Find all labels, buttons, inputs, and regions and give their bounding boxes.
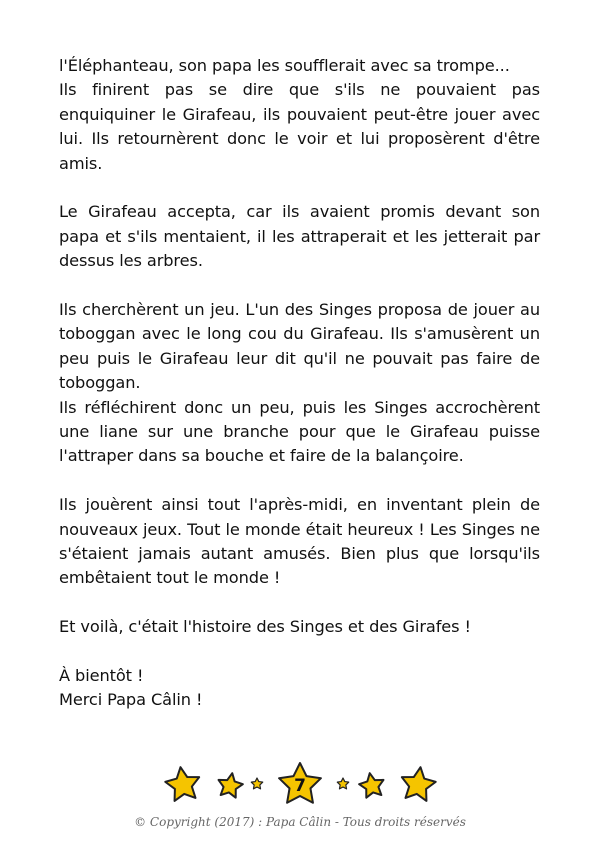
story-line: À bientôt ! (59, 666, 144, 686)
story-line: Ils finirent pas se dire que s'ils ne pouvaient pas enquiquiner le Girafeau, ils pouvaient peut-être jouer avec lui. Ils retournèrent donc le voir et lui proposèrent d'être amis. (59, 80, 540, 173)
copyright: © Copyright (2017) : Papa Câlin - Tous droits réservés (134, 815, 466, 829)
paragraph-6 (59, 664, 540, 713)
paragraph-4: Ils jouèrent ainsi tout l'après-midi, en inventant plein de nouveaux jeux. Tout le monde était heureux ! Les Singes ne s'étaient jamais autant amusés. Bien plus que lorsqu'ils embêtaient tout le monde ! (59, 495, 540, 588)
paragraph-2: Le Girafeau accepta, car ils avaient promis devant son papa et s'ils mentaient, il les attraperait et les jetterait par dessus les arbres. (59, 202, 540, 271)
star-icon (219, 773, 243, 797)
star-icon (359, 773, 383, 797)
paragraph-3 (59, 298, 540, 469)
star-icon (165, 767, 199, 801)
story-line: Ils cherchèrent un jeu. L'un des Singes proposa de jouer au toboggan avec le long cou du Girafeau. Ils s'amusèrent un peu puis le Girafeau leur dit qu'il ne pouvait pas faire de toboggan. (59, 300, 540, 393)
story-line: Ils réfléchirent donc un peu, puis les Singes accrochèrent une liane sur une branche pour que le Girafeau puisse l'attraper dans sa bouche et faire de la balançoire. (59, 397, 540, 466)
star-icon (251, 778, 262, 789)
star-icon (402, 767, 436, 801)
paragraph-5: Et voilà, c'était l'histoire des Singes et des Girafes ! (59, 617, 471, 637)
stars-decoration (150, 760, 450, 810)
star-icon (337, 778, 348, 789)
story-line: Merci Papa Câlin ! (59, 690, 203, 710)
story-line: l'Éléphanteau, son papa les soufflerait avec sa trompe... (59, 56, 510, 75)
story-text (59, 54, 540, 713)
paragraph-1 (59, 54, 540, 176)
page-number: 7 (294, 776, 306, 796)
